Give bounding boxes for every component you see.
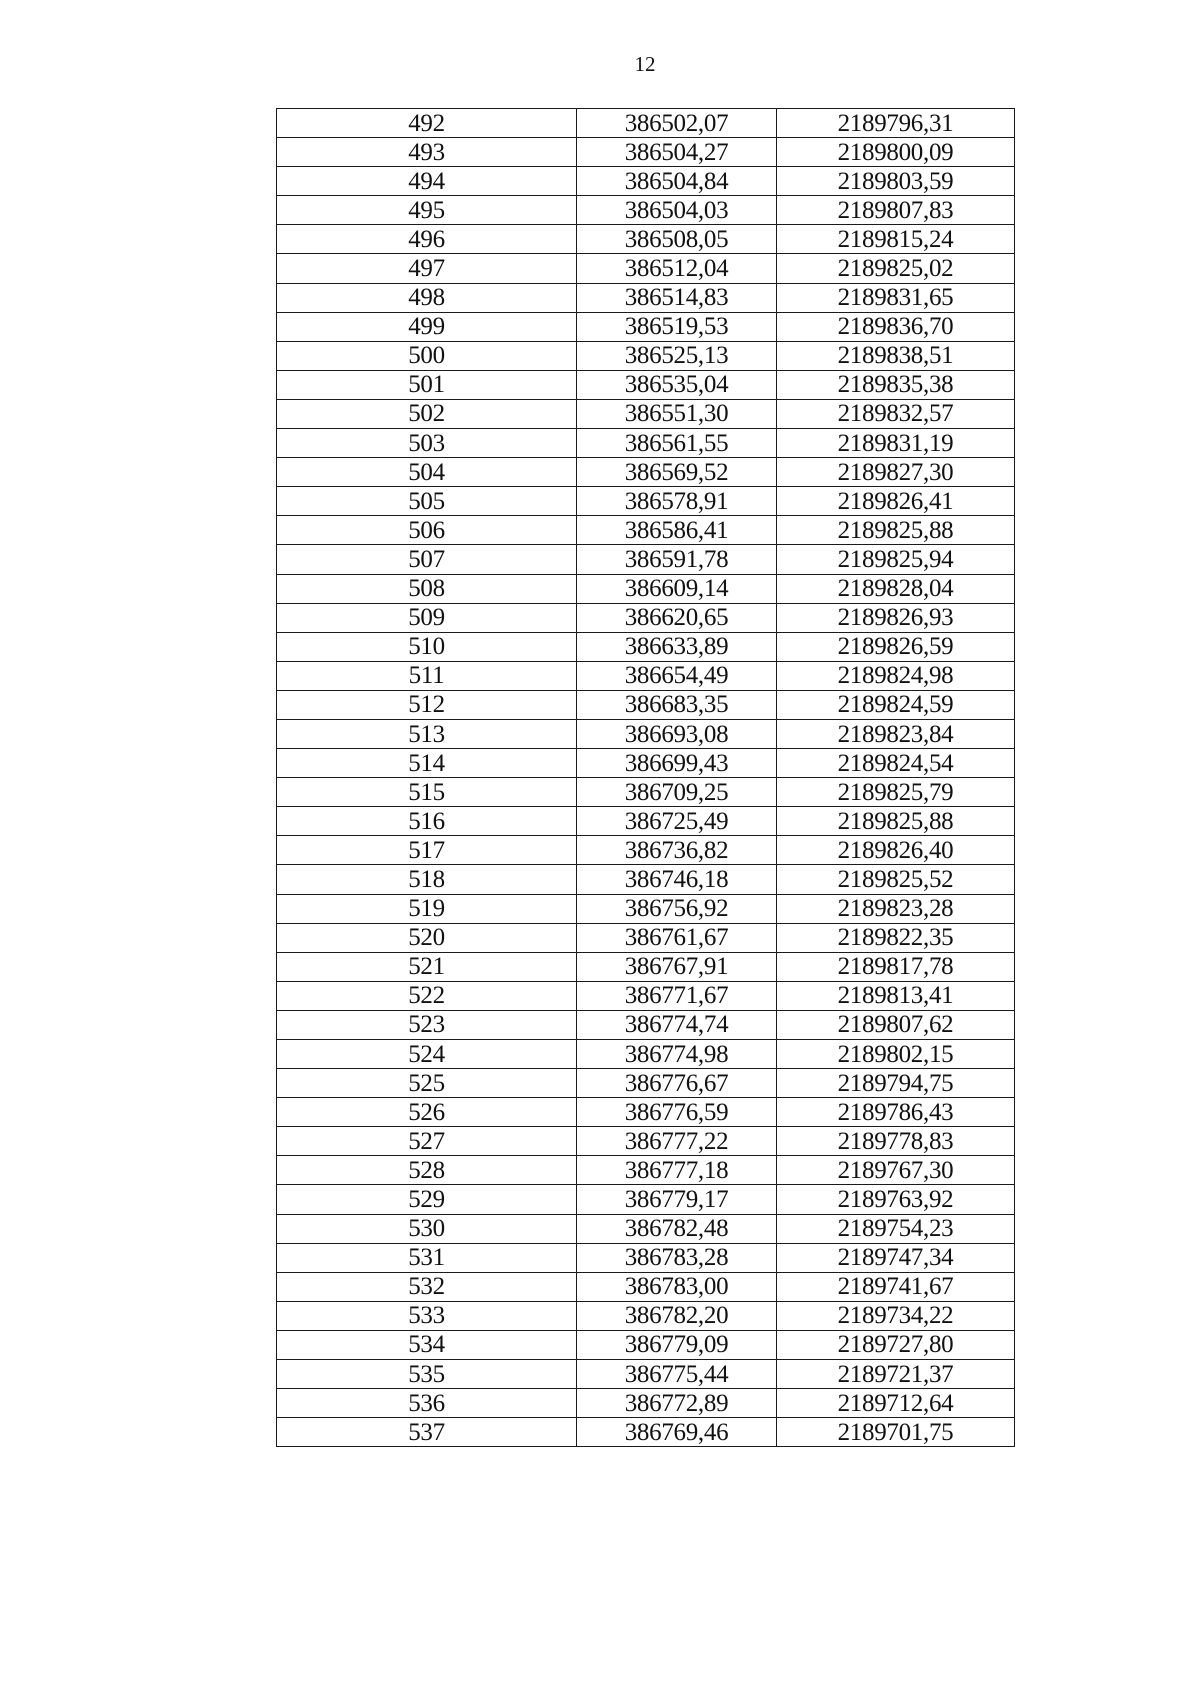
y-coordinate-cell: 2189826,41	[777, 487, 1015, 516]
table-row	[277, 312, 1015, 341]
x-coordinate-cell: 386709,25	[577, 778, 777, 807]
table-row	[277, 603, 1015, 632]
x-coordinate-cell: 386782,48	[577, 1214, 777, 1243]
x-coordinate-cell: 386508,05	[577, 225, 777, 254]
y-coordinate-cell: 2189786,43	[777, 1098, 1015, 1127]
point-number-cell: 537	[277, 1418, 577, 1447]
x-coordinate-cell: 386591,78	[577, 545, 777, 574]
x-coordinate-cell: 386535,04	[577, 370, 777, 399]
table-row	[277, 1185, 1015, 1214]
point-number-cell: 531	[277, 1243, 577, 1272]
x-coordinate-cell: 386609,14	[577, 574, 777, 603]
x-coordinate-cell: 386769,46	[577, 1418, 777, 1447]
y-coordinate-cell: 2189828,04	[777, 574, 1015, 603]
table-row	[277, 225, 1015, 254]
y-coordinate-cell: 2189825,88	[777, 807, 1015, 836]
y-coordinate-cell: 2189721,37	[777, 1360, 1015, 1389]
table-row	[277, 138, 1015, 167]
y-coordinate-cell: 2189747,34	[777, 1243, 1015, 1272]
y-coordinate-cell: 2189815,24	[777, 225, 1015, 254]
x-coordinate-cell: 386633,89	[577, 632, 777, 661]
y-coordinate-cell: 2189825,02	[777, 254, 1015, 283]
point-number-cell: 534	[277, 1330, 577, 1359]
y-coordinate-cell: 2189807,83	[777, 196, 1015, 225]
point-number-cell: 523	[277, 1010, 577, 1039]
point-number-cell: 525	[277, 1069, 577, 1098]
x-coordinate-cell: 386774,74	[577, 1010, 777, 1039]
table-row	[277, 545, 1015, 574]
table-row	[277, 778, 1015, 807]
table-row	[277, 719, 1015, 748]
point-number-cell: 530	[277, 1214, 577, 1243]
table-row	[277, 1360, 1015, 1389]
point-number-cell: 533	[277, 1301, 577, 1330]
x-coordinate-cell: 386777,22	[577, 1127, 777, 1156]
point-number-cell: 501	[277, 370, 577, 399]
point-number-cell: 492	[277, 109, 577, 138]
y-coordinate-cell: 2189813,41	[777, 981, 1015, 1010]
table-row	[277, 1389, 1015, 1418]
y-coordinate-cell: 2189835,38	[777, 370, 1015, 399]
x-coordinate-cell: 386777,18	[577, 1156, 777, 1185]
point-number-cell: 512	[277, 690, 577, 719]
y-coordinate-cell: 2189767,30	[777, 1156, 1015, 1185]
point-number-cell: 498	[277, 283, 577, 312]
table-row	[277, 1069, 1015, 1098]
x-coordinate-cell: 386783,00	[577, 1272, 777, 1301]
table-row	[277, 1272, 1015, 1301]
table-row	[277, 1040, 1015, 1069]
y-coordinate-cell: 2189817,78	[777, 952, 1015, 981]
y-coordinate-cell: 2189827,30	[777, 458, 1015, 487]
table-row	[277, 865, 1015, 894]
point-number-cell: 504	[277, 458, 577, 487]
table-row	[277, 923, 1015, 952]
x-coordinate-cell: 386771,67	[577, 981, 777, 1010]
table-row	[277, 1418, 1015, 1447]
point-number-cell: 494	[277, 167, 577, 196]
table-row	[277, 167, 1015, 196]
y-coordinate-cell: 2189800,09	[777, 138, 1015, 167]
table-row	[277, 196, 1015, 225]
point-number-cell: 497	[277, 254, 577, 283]
y-coordinate-cell: 2189824,54	[777, 749, 1015, 778]
y-coordinate-cell: 2189826,59	[777, 632, 1015, 661]
table-row	[277, 109, 1015, 138]
x-coordinate-cell: 386514,83	[577, 283, 777, 312]
x-coordinate-cell: 386578,91	[577, 487, 777, 516]
y-coordinate-cell: 2189741,67	[777, 1272, 1015, 1301]
point-number-cell: 536	[277, 1389, 577, 1418]
y-coordinate-cell: 2189823,28	[777, 894, 1015, 923]
table-row	[277, 952, 1015, 981]
point-number-cell: 532	[277, 1272, 577, 1301]
point-number-cell: 527	[277, 1127, 577, 1156]
x-coordinate-cell: 386761,67	[577, 923, 777, 952]
x-coordinate-cell: 386586,41	[577, 516, 777, 545]
point-number-cell: 500	[277, 341, 577, 370]
y-coordinate-cell: 2189778,83	[777, 1127, 1015, 1156]
table-row	[277, 341, 1015, 370]
table-row	[277, 1010, 1015, 1039]
point-number-cell: 526	[277, 1098, 577, 1127]
y-coordinate-cell: 2189832,57	[777, 399, 1015, 428]
x-coordinate-cell: 386774,98	[577, 1040, 777, 1069]
y-coordinate-cell: 2189824,59	[777, 690, 1015, 719]
y-coordinate-cell: 2189838,51	[777, 341, 1015, 370]
table-row	[277, 283, 1015, 312]
y-coordinate-cell: 2189831,65	[777, 283, 1015, 312]
point-number-cell: 518	[277, 865, 577, 894]
x-coordinate-cell: 386620,65	[577, 603, 777, 632]
y-coordinate-cell: 2189763,92	[777, 1185, 1015, 1214]
point-number-cell: 502	[277, 399, 577, 428]
x-coordinate-cell: 386776,59	[577, 1098, 777, 1127]
x-coordinate-cell: 386504,84	[577, 167, 777, 196]
table-row	[277, 1156, 1015, 1185]
table-row	[277, 1214, 1015, 1243]
x-coordinate-cell: 386756,92	[577, 894, 777, 923]
y-coordinate-cell: 2189802,15	[777, 1040, 1015, 1069]
point-number-cell: 516	[277, 807, 577, 836]
table-row	[277, 1301, 1015, 1330]
table-row	[277, 661, 1015, 690]
y-coordinate-cell: 2189734,22	[777, 1301, 1015, 1330]
x-coordinate-cell: 386569,52	[577, 458, 777, 487]
x-coordinate-cell: 386725,49	[577, 807, 777, 836]
y-coordinate-cell: 2189807,62	[777, 1010, 1015, 1039]
x-coordinate-cell: 386551,30	[577, 399, 777, 428]
coordinates-table	[276, 108, 1015, 1447]
point-number-cell: 505	[277, 487, 577, 516]
table-row	[277, 487, 1015, 516]
y-coordinate-cell: 2189701,75	[777, 1418, 1015, 1447]
table-row	[277, 1098, 1015, 1127]
point-number-cell: 528	[277, 1156, 577, 1185]
x-coordinate-cell: 386772,89	[577, 1389, 777, 1418]
y-coordinate-cell: 2189825,52	[777, 865, 1015, 894]
x-coordinate-cell: 386746,18	[577, 865, 777, 894]
table-row	[277, 981, 1015, 1010]
point-number-cell: 517	[277, 836, 577, 865]
x-coordinate-cell: 386654,49	[577, 661, 777, 690]
x-coordinate-cell: 386683,35	[577, 690, 777, 719]
x-coordinate-cell: 386504,03	[577, 196, 777, 225]
y-coordinate-cell: 2189822,35	[777, 923, 1015, 952]
y-coordinate-cell: 2189826,93	[777, 603, 1015, 632]
x-coordinate-cell: 386525,13	[577, 341, 777, 370]
x-coordinate-cell: 386767,91	[577, 952, 777, 981]
table-row	[277, 894, 1015, 923]
y-coordinate-cell: 2189825,94	[777, 545, 1015, 574]
y-coordinate-cell: 2189826,40	[777, 836, 1015, 865]
table-row	[277, 1243, 1015, 1272]
point-number-cell: 499	[277, 312, 577, 341]
point-number-cell: 506	[277, 516, 577, 545]
coordinates-table-body	[277, 109, 1015, 1447]
y-coordinate-cell: 2189794,75	[777, 1069, 1015, 1098]
table-row	[277, 836, 1015, 865]
y-coordinate-cell: 2189712,64	[777, 1389, 1015, 1418]
y-coordinate-cell: 2189825,79	[777, 778, 1015, 807]
point-number-cell: 509	[277, 603, 577, 632]
point-number-cell: 529	[277, 1185, 577, 1214]
point-number-cell: 535	[277, 1360, 577, 1389]
table-row	[277, 429, 1015, 458]
y-coordinate-cell: 2189754,23	[777, 1214, 1015, 1243]
x-coordinate-cell: 386519,53	[577, 312, 777, 341]
x-coordinate-cell: 386504,27	[577, 138, 777, 167]
table-row	[277, 1330, 1015, 1359]
point-number-cell: 508	[277, 574, 577, 603]
point-number-cell: 511	[277, 661, 577, 690]
y-coordinate-cell: 2189803,59	[777, 167, 1015, 196]
x-coordinate-cell: 386779,17	[577, 1185, 777, 1214]
x-coordinate-cell: 386779,09	[577, 1330, 777, 1359]
y-coordinate-cell: 2189836,70	[777, 312, 1015, 341]
x-coordinate-cell: 386693,08	[577, 719, 777, 748]
point-number-cell: 495	[277, 196, 577, 225]
point-number-cell: 507	[277, 545, 577, 574]
x-coordinate-cell: 386512,04	[577, 254, 777, 283]
point-number-cell: 510	[277, 632, 577, 661]
table-row	[277, 807, 1015, 836]
table-row	[277, 458, 1015, 487]
table-row	[277, 749, 1015, 778]
page-number: 12	[634, 52, 656, 76]
table-row	[277, 632, 1015, 661]
point-number-cell: 513	[277, 719, 577, 748]
point-number-cell: 524	[277, 1040, 577, 1069]
point-number-cell: 520	[277, 923, 577, 952]
y-coordinate-cell: 2189796,31	[777, 109, 1015, 138]
point-number-cell: 521	[277, 952, 577, 981]
y-coordinate-cell: 2189823,84	[777, 719, 1015, 748]
x-coordinate-cell: 386699,43	[577, 749, 777, 778]
x-coordinate-cell: 386776,67	[577, 1069, 777, 1098]
table-row	[277, 690, 1015, 719]
point-number-cell: 519	[277, 894, 577, 923]
table-row	[277, 516, 1015, 545]
point-number-cell: 503	[277, 429, 577, 458]
table-row	[277, 370, 1015, 399]
y-coordinate-cell: 2189825,88	[777, 516, 1015, 545]
x-coordinate-cell: 386782,20	[577, 1301, 777, 1330]
point-number-cell: 514	[277, 749, 577, 778]
x-coordinate-cell: 386736,82	[577, 836, 777, 865]
x-coordinate-cell: 386502,07	[577, 109, 777, 138]
table-row	[277, 254, 1015, 283]
point-number-cell: 522	[277, 981, 577, 1010]
x-coordinate-cell: 386783,28	[577, 1243, 777, 1272]
y-coordinate-cell: 2189824,98	[777, 661, 1015, 690]
point-number-cell: 515	[277, 778, 577, 807]
table-row	[277, 1127, 1015, 1156]
x-coordinate-cell: 386561,55	[577, 429, 777, 458]
y-coordinate-cell: 2189727,80	[777, 1330, 1015, 1359]
point-number-cell: 496	[277, 225, 577, 254]
y-coordinate-cell: 2189831,19	[777, 429, 1015, 458]
point-number-cell: 493	[277, 138, 577, 167]
x-coordinate-cell: 386775,44	[577, 1360, 777, 1389]
table-row	[277, 399, 1015, 428]
table-row	[277, 574, 1015, 603]
